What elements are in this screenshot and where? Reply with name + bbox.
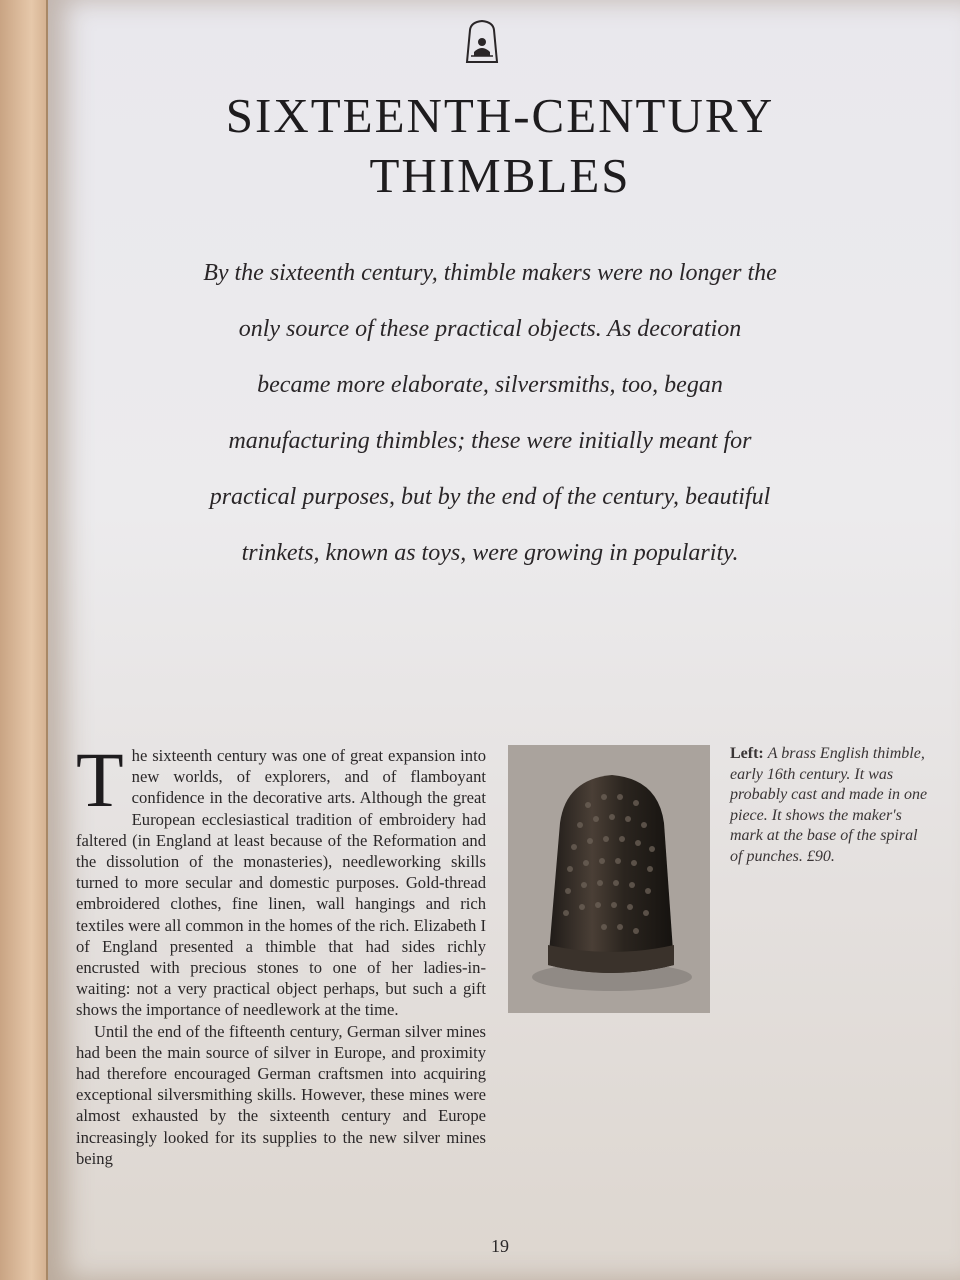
- photo-caption: [730, 744, 930, 867]
- page-title: [110, 86, 890, 206]
- page-number: 19: [491, 1236, 509, 1256]
- drop-cap: T: [76, 736, 124, 823]
- body-text: [76, 736, 486, 1169]
- thimble-photo: [508, 745, 710, 1013]
- title-line-2: THIMBLES: [369, 148, 631, 203]
- title-line-1: SIXTEENTH-CENTURY: [225, 88, 775, 143]
- caption-label: Left:: [730, 745, 764, 762]
- body-paragraph-2: Until the end of the fifteenth century, German silver mines had been the main source of silver in Europe, and proximity had therefore encouraged German craftsmen into acquiring exceptional silversmithing skills. However, these mines were almost exhausted by the sixteenth century and Europe increasingly looked for its supplies to the new silver mines being: [76, 1021, 486, 1168]
- caption-text: A brass English thimble, early 16th century. It was probably cast and made in one piece. It shows the maker's mark at the base of the spiral of punches. £90.: [730, 745, 928, 865]
- intro-paragraph: By the sixteenth century, thimble makers were no longer the only source of these practical objects. As decoration became more elaborate, silversmiths, too, began manufacturing thimbles; these were initially meant for practical purposes, but by the end of the century, beautiful trinkets, known as toys, were growing in popularity.: [203, 260, 777, 566]
- body-paragraph-1: he sixteenth century was one of great expansion into new worlds, of explorers, and of flamboyant confidence in the decorative arts. Although the great European ecclesiastical tradition of embroidery had faltered (in England at least because of the Reformation and the dissolution of the monasteries), needleworking skills turned to more secular and domestic purposes. Gold-thread embroidered clothes, fine linen, wall hangings and rich textiles were all common in the homes of the rich. Elizabeth I of England presented a thimble that had sides richly encrusted with precious stones to one of her ladies-in-waiting: not a very practical object perhaps, but such a gift shows the importance of needlework at the time.: [76, 746, 486, 1020]
- thimble-ornament-icon: [461, 18, 503, 64]
